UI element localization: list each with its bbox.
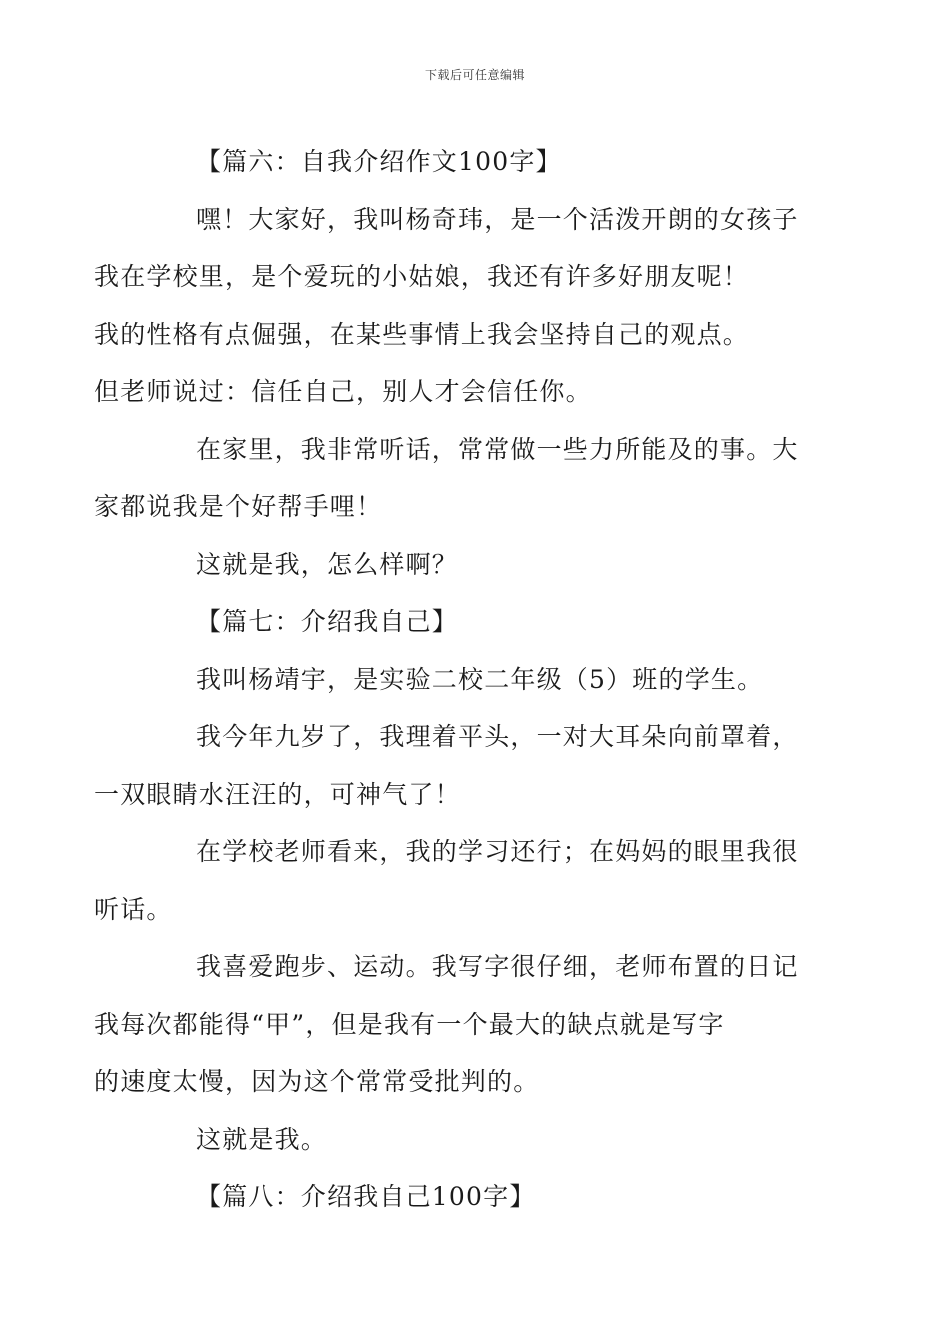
paragraph bbox=[94, 421, 815, 536]
text-line: 我每次都能得“甲”，但是我有一个最大的缺点就是写字 bbox=[94, 1009, 725, 1039]
section-heading-6 bbox=[145, 133, 815, 191]
text-line: 家都说我是个好帮手哩！ bbox=[94, 492, 383, 521]
text-line: 我的性格有点倔强，在某些事情上我会坚持自己的观点。 bbox=[94, 319, 750, 349]
paragraph bbox=[145, 1111, 815, 1169]
section-heading-7 bbox=[145, 593, 815, 651]
text-line: 嘿！大家好，我叫杨奇玮，是一个活泼开朗的女孩子 bbox=[196, 204, 799, 234]
page-header-note: 下载后可任意编辑 bbox=[424, 68, 525, 82]
text-line: 这就是我，怎么样啊？ bbox=[196, 549, 459, 579]
text-line: 我今年九岁了，我理着平头，一对大耳朵向前罩着， bbox=[196, 722, 799, 751]
text-line: 这就是我。 bbox=[196, 1124, 328, 1154]
document-body bbox=[94, 133, 815, 1226]
text-line: 的速度太慢，因为这个常常受批判的。 bbox=[94, 1067, 540, 1096]
paragraph bbox=[94, 938, 815, 1111]
text-line: 我喜爱跑步、运动。我写字很仔细，老师布置的日记 bbox=[196, 952, 799, 981]
text-line: 听话。 bbox=[94, 894, 173, 924]
text-line: 一双眼睛水汪汪的，可神气了！ bbox=[94, 779, 461, 809]
text-line: 【篇八：介绍我自己100字】 bbox=[196, 1182, 536, 1211]
paragraph bbox=[94, 823, 815, 938]
text-line: 但老师说过：信任自己，别人才会信任你。 bbox=[94, 377, 592, 406]
text-line: 【篇六：自我介绍作文100字】 bbox=[196, 147, 562, 176]
text-line: 在学校老师看来，我的学习还行；在妈妈的眼里我很 bbox=[196, 837, 799, 866]
text-line: 【篇七：介绍我自己】 bbox=[196, 607, 459, 636]
paragraph bbox=[145, 536, 815, 594]
text-line: 我在学校里，是个爱玩的小姑娘，我还有许多好朋友呢！ bbox=[94, 262, 750, 291]
paragraph bbox=[145, 651, 815, 709]
section-heading-8 bbox=[145, 1168, 815, 1226]
paragraph bbox=[94, 191, 815, 421]
text-line: 在家里，我非常听话，常常做一些力所能及的事。大 bbox=[196, 434, 799, 464]
text-line: 我叫杨靖宇，是实验二校二年级（5）班的学生。 bbox=[196, 664, 764, 694]
paragraph bbox=[94, 708, 815, 823]
